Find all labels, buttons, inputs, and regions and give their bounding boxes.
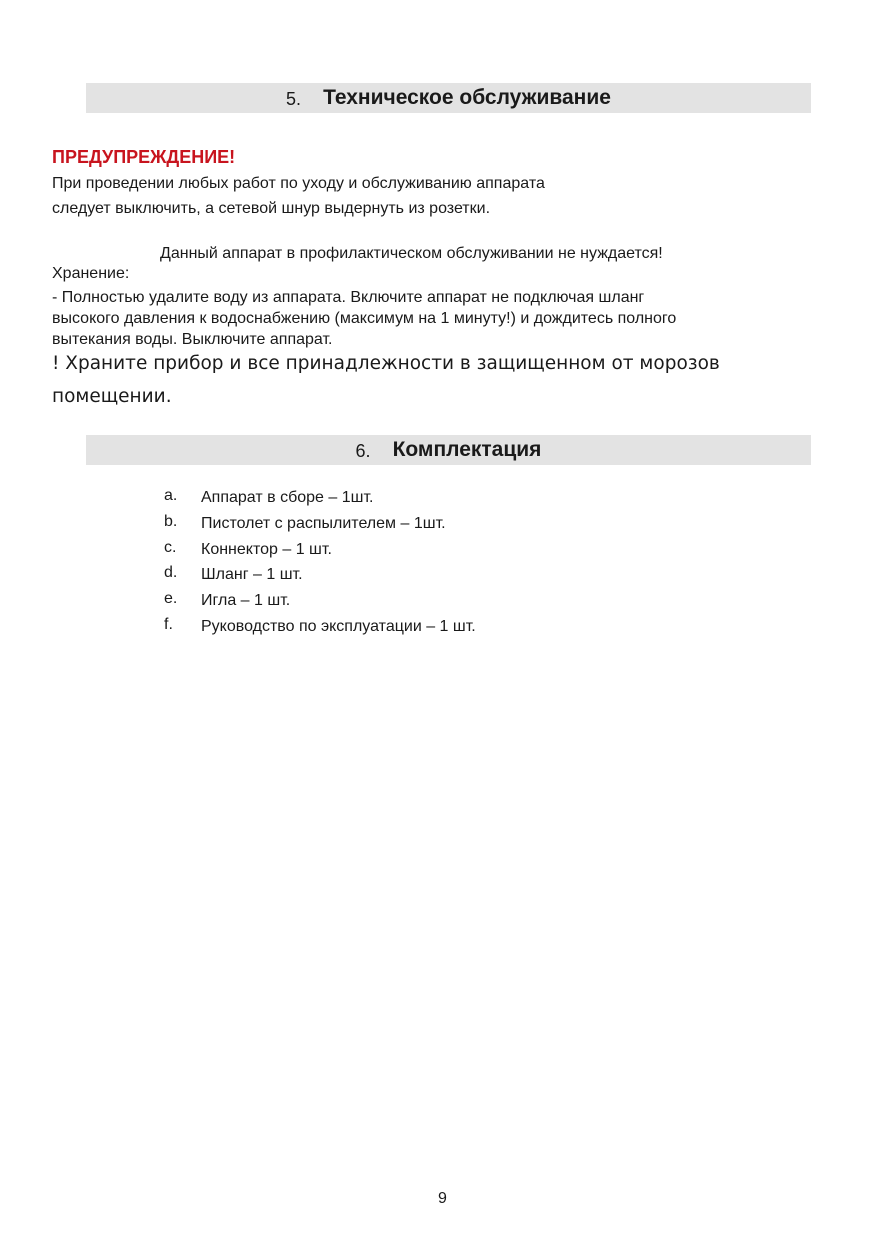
list-marker: a. (164, 487, 178, 504)
list-marker: f. (164, 615, 173, 633)
list-item-text: Пистолет с распылителем – 1шт. (201, 514, 446, 532)
list-item-text: Шланг – 1 шт. (201, 566, 303, 584)
section-6-header (86, 435, 811, 465)
storage-line-2: высокого давления к водоснабжению (максимум на 1 минуту!) и дождитесь полного (52, 310, 677, 327)
section-5-number: 5. (286, 89, 302, 109)
frost-warning-line-2: помещении. (52, 386, 172, 407)
storage-line-1: - Полностью удалите воду из аппарата. Включите аппарат не подключая шланг (52, 289, 645, 306)
list-item-text: Руководство по эксплуатации – 1 шт. (201, 617, 476, 635)
list-marker: e. (164, 590, 178, 608)
section-5-header (86, 83, 811, 113)
frost-warning-line-1: ! Храните прибор и все принадлежности в защищенном от морозов (52, 353, 720, 374)
list-item-text: Игла – 1 шт. (201, 592, 291, 610)
list-marker: b. (164, 512, 178, 530)
section-6-number: 6. (355, 441, 371, 461)
list-marker: c. (164, 538, 177, 556)
section-6-title: Комплектация (392, 438, 542, 461)
storage-heading: Хранение: (52, 265, 130, 282)
section-5-title: Техническое обслуживание (323, 86, 611, 109)
list-marker: d. (164, 564, 178, 582)
warning-line-2: следует выключить, а сетевой шнур выдернуть из розетки. (52, 200, 491, 217)
page-number: 9 (438, 1190, 447, 1207)
warning-title: ПРЕДУПРЕЖДЕНИЕ! (52, 147, 236, 167)
warning-line-1: При проведении любых работ по уходу и обслуживанию аппарата (52, 175, 545, 192)
list-item-text: Аппарат в сборе – 1шт. (201, 489, 374, 506)
list-item-text: Коннектор – 1 шт. (201, 540, 332, 558)
maintenance-note: Данный аппарат в профилактическом обслуживании не нуждается! (160, 245, 663, 262)
storage-line-3: вытекания воды. Выключите аппарат. (52, 331, 333, 348)
